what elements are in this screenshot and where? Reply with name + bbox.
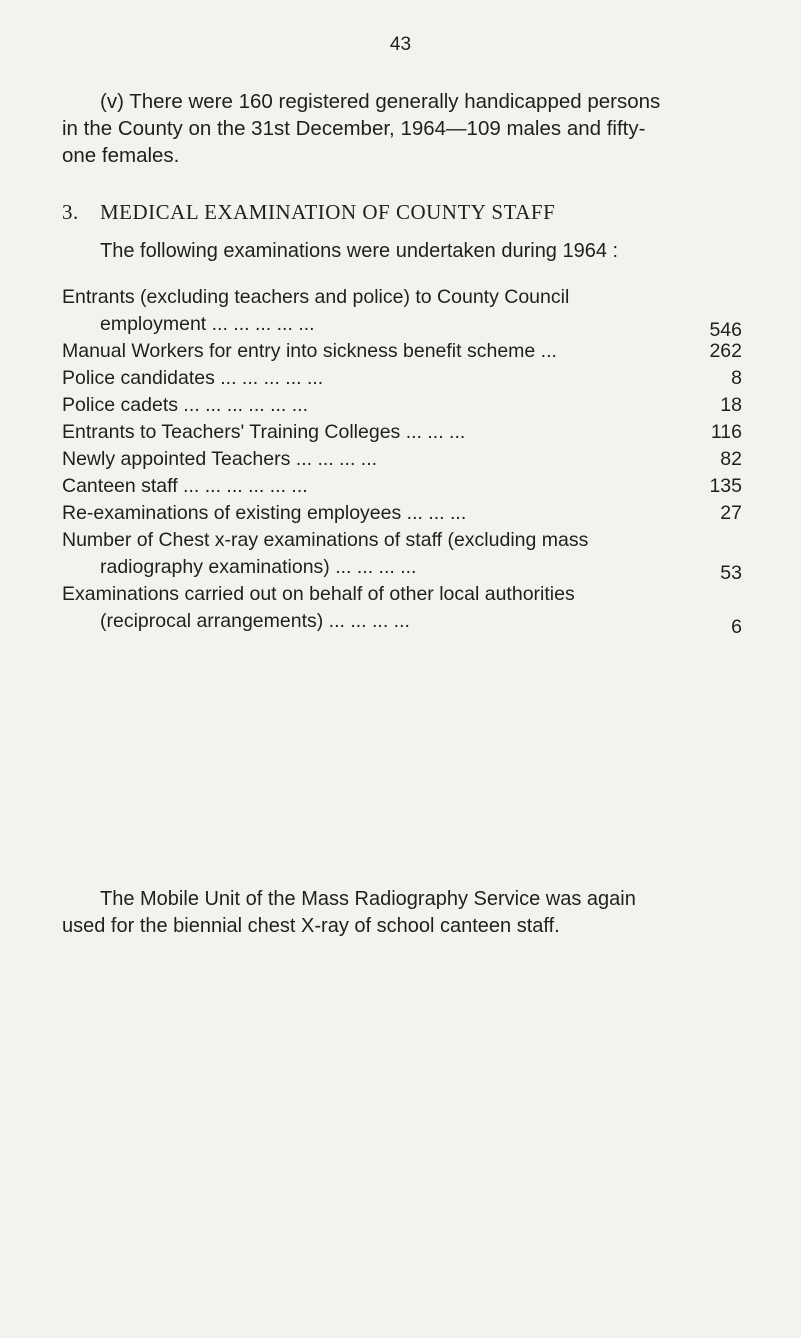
- row-value: 53: [720, 562, 742, 584]
- row-value: 6: [731, 616, 742, 638]
- row-label: Manual Workers for entry into sickness benefit scheme ...: [62, 340, 557, 362]
- row-label: Newly appointed Teachers ... ... ... ...: [62, 448, 378, 470]
- table-row: [62, 473, 742, 500]
- row-value: 546: [709, 319, 742, 341]
- row-label: Number of Chest x-ray examinations of staff (excluding mass: [62, 529, 589, 551]
- row-label: Entrants to Teachers' Training Colleges ... ... ...: [62, 421, 466, 443]
- page-number: 43: [389, 34, 412, 55]
- table-row: [62, 392, 742, 419]
- row-label: Re-examinations of existing employees ... ... ...: [62, 502, 467, 524]
- paragraph-line: used for the biennial chest X-ray of school canteen staff.: [62, 915, 560, 937]
- intro-sentence: The following examinations were undertaken during 1964 :: [100, 240, 619, 262]
- section-number: 3.: [62, 200, 79, 224]
- section-heading: [62, 200, 555, 225]
- table-row: [62, 365, 742, 392]
- row-value: 116: [710, 421, 742, 443]
- table-row: [62, 500, 742, 527]
- paragraph-handicapped-persons: [62, 88, 742, 169]
- paragraph-line: one females.: [62, 144, 180, 167]
- row-value: 18: [720, 394, 742, 416]
- table-row: [62, 419, 742, 446]
- row-label: Canteen staff ... ... ... ... ... ...: [62, 475, 308, 497]
- table-row: [62, 446, 742, 473]
- row-value: 8: [731, 367, 742, 389]
- row-value: 82: [720, 448, 742, 470]
- examinations-table: [62, 284, 742, 638]
- paragraph-line: (v) There were 160 registered generally handicapped persons: [100, 90, 661, 113]
- row-label: Police candidates ... ... ... ... ...: [62, 367, 324, 389]
- row-label-continued: radiography examinations) ... ... ... ...: [100, 556, 417, 578]
- row-value: 262: [709, 340, 742, 362]
- paragraph-line: in the County on the 31st December, 1964—109 males and fifty-: [62, 117, 646, 140]
- table-row: [62, 284, 742, 341]
- closing-paragraph: [62, 886, 742, 940]
- row-label: Examinations carried out on behalf of other local authorities: [62, 583, 575, 605]
- table-row: [62, 338, 742, 365]
- table-row: [62, 527, 742, 584]
- row-label: Entrants (excluding teachers and police) to County Council: [62, 286, 570, 308]
- paragraph-line: The Mobile Unit of the Mass Radiography Service was again: [100, 888, 636, 910]
- row-label-continued: employment ... ... ... ... ...: [100, 313, 315, 335]
- row-value: 135: [709, 475, 742, 497]
- section-title: MEDICAL EXAMINATION OF COUNTY STAFF: [100, 200, 556, 224]
- row-value: 27: [720, 502, 742, 524]
- row-label-continued: (reciprocal arrangements) ... ... ... ...: [100, 610, 410, 632]
- row-label: Police cadets ... ... ... ... ... ...: [62, 394, 309, 416]
- table-row: [62, 581, 742, 638]
